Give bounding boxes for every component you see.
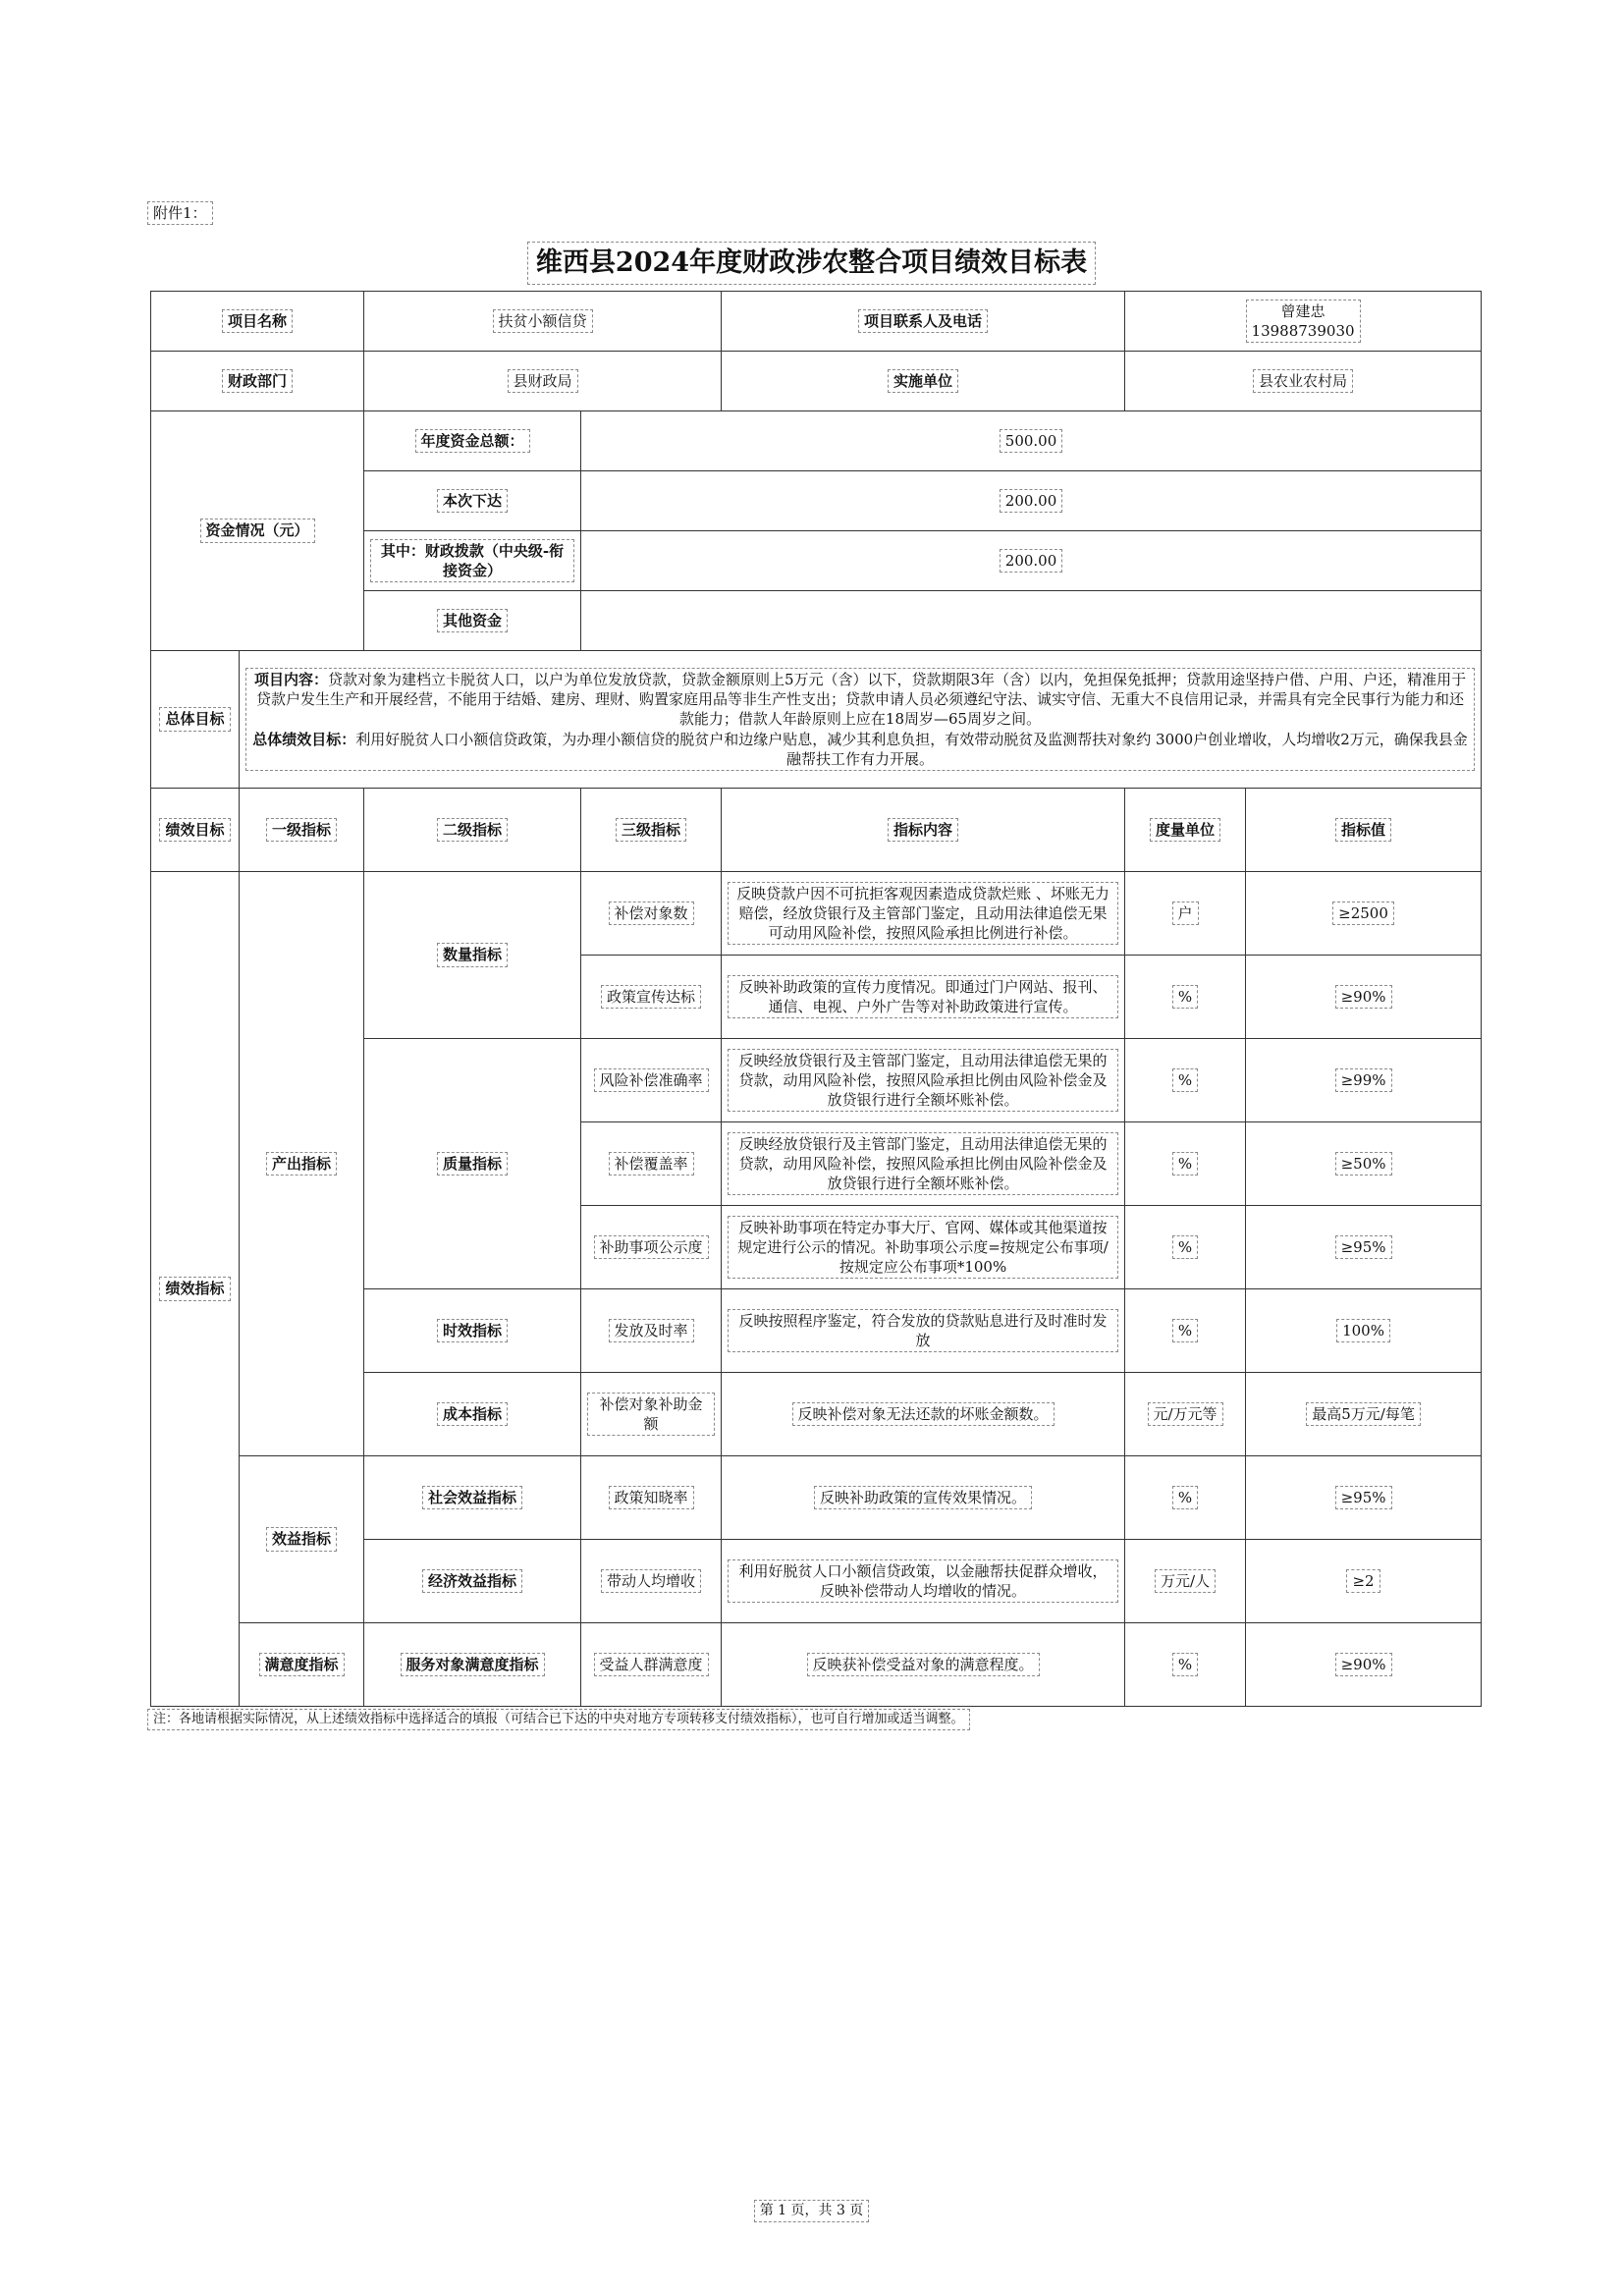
performance-table xyxy=(150,291,1482,1707)
footnote: 注：各地请根据实际情况，从上述绩效指标中选择适合的填报（可结合已下达的中央对地方专项转移支付绩效指标），也可自行增加或适当调整。 xyxy=(147,1709,970,1730)
project-name-label-cell: 项目名称 xyxy=(151,292,364,352)
indicator-name-cell: 发放及时率 xyxy=(581,1289,722,1373)
indicator-name-cell: 受益人群满意度 xyxy=(581,1623,722,1707)
subgroup-quantity-cell: 数量指标 xyxy=(364,872,581,1039)
indicator-value-cell: ≥50% xyxy=(1246,1122,1482,1206)
header-value: 指标值 xyxy=(1246,789,1482,872)
subgroup-cost-cell: 成本指标 xyxy=(364,1373,581,1456)
indicator-content-cell: 反映按照程序鉴定，符合发放的贷款贴息进行及时准时发放 xyxy=(722,1289,1125,1373)
indicator-value-cell: ≥2500 xyxy=(1246,872,1482,956)
indicator-content-cell: 反映获补偿受益对象的满意程度。 xyxy=(722,1623,1125,1707)
page-title: 维西县2024年度财政涉农整合项目绩效目标表 xyxy=(0,242,1623,285)
funds-issued-label-cell: 本次下达 xyxy=(364,471,581,531)
table-row xyxy=(151,1623,1482,1707)
finance-dept-cell: 县财政局 xyxy=(364,352,722,411)
indicator-unit-cell: % xyxy=(1125,1456,1246,1540)
indicator-content-cell: 利用好脱贫人口小额信贷政策，以金融帮扶促群众增收，反映补偿带动人均增收的情况。 xyxy=(722,1540,1125,1623)
impl-unit-cell: 县农业农村局 xyxy=(1125,352,1482,411)
group-output-cell: 产出指标 xyxy=(240,872,364,1456)
subgroup-service-cell: 服务对象满意度指标 xyxy=(364,1623,581,1707)
attachment-label: 附件1： xyxy=(147,201,213,225)
header-level1: 一级指标 xyxy=(240,789,364,872)
group-benefit-cell: 效益指标 xyxy=(240,1456,364,1623)
indicator-unit-cell: % xyxy=(1125,1289,1246,1373)
indicator-name-cell: 补偿覆盖率 xyxy=(581,1122,722,1206)
project-name-cell: 扶贫小额信贷 xyxy=(364,292,722,352)
indicator-value-cell: ≥99% xyxy=(1246,1039,1482,1122)
page-footer: 第 1 页，共 3 页 xyxy=(0,2200,1623,2222)
funds-total-cell: 500.00 xyxy=(581,411,1482,471)
indicator-value-cell: ≥90% xyxy=(1246,956,1482,1039)
impl-unit-label-cell: 实施单位 xyxy=(722,352,1125,411)
group-satisfaction-cell: 满意度指标 xyxy=(240,1623,364,1707)
goal-perf: 利用好脱贫人口小额信贷政策，为办理小额信贷的脱贫户和边缘户贴息，减少其利息负担，有效带动脱贫及监测帮扶对象约 3000户创业增收，人均增收2万元，确保我县金融帮扶工作有力开展。 xyxy=(355,730,1468,768)
header-level2: 二级指标 xyxy=(364,789,581,872)
funds-total-label-cell: 年度资金总额： xyxy=(364,411,581,471)
indicator-content-cell: 反映贷款户因不可抗拒客观因素造成贷款烂账 、坏账无力赔偿，经放贷银行及主管部门鉴定，且动用法律追偿无果可动用风险补偿，按照风险承担比例进行补偿。 xyxy=(722,872,1125,956)
indicator-name-cell: 补偿对象数 xyxy=(581,872,722,956)
header-unit: 度量单位 xyxy=(1125,789,1246,872)
subgroup-economic-cell: 经济效益指标 xyxy=(364,1540,581,1623)
header-content: 指标内容 xyxy=(722,789,1125,872)
indicator-unit-cell: 万元/人 xyxy=(1125,1540,1246,1623)
indicator-name-cell: 补助事项公示度 xyxy=(581,1206,722,1289)
funds-other-label-cell: 其他资金 xyxy=(364,591,581,651)
finance-dept-label-cell: 财政部门 xyxy=(151,352,364,411)
indicator-unit-cell: % xyxy=(1125,1039,1246,1122)
contact-phone: 13988739030 xyxy=(1251,322,1355,340)
indicator-content-cell: 反映经放贷银行及主管部门鉴定，且动用法律追偿无果的贷款，动用风险补偿，按照风险承担比例由风险补偿金及放贷银行进行全额坏账补偿。 xyxy=(722,1122,1125,1206)
indicator-value-cell: 100% xyxy=(1246,1289,1482,1373)
subgroup-timeliness-cell: 时效指标 xyxy=(364,1289,581,1373)
goal-content: 贷款对象为建档立卡脱贫人口，以户为单位发放贷款，贷款金额原则上5万元（含）以下，贷款期限3年（含）以内，免担保免抵押；贷款用途坚持户借、户用、户还，精准用于贷款户发生生产和开展经营，不能用于结婚、建房、理财、购置家庭用品等非生产性支出；贷款申请人员必须遵纪守法、诚实守信、无重大不良信用记录，并需具有完全民事行为能力和还款能力；借款人年龄原则上应在18周岁—65周岁之间。 xyxy=(256,670,1467,729)
indicator-name-cell: 补偿对象补助金额 xyxy=(581,1373,722,1456)
indicator-name-cell: 带动人均增收 xyxy=(581,1540,722,1623)
indicator-content-cell: 反映补偿对象无法还款的坏账金额数。 xyxy=(722,1373,1125,1456)
indicator-content-cell: 反映经放贷银行及主管部门鉴定，且动用法律追偿无果的贷款，动用风险补偿，按照风险承担比例由风险补偿金及放贷银行进行全额坏账补偿。 xyxy=(722,1039,1125,1122)
indicator-unit-cell: % xyxy=(1125,1122,1246,1206)
funds-fiscal-label-cell: 其中：财政拨款（中央级-衔接资金） xyxy=(364,531,581,591)
indicator-content-cell: 反映补助政策的宣传力度情况。即通过门户网站、报刊、通信、电视、户外广告等对补助政策进行宣传。 xyxy=(722,956,1125,1039)
contact-label-cell: 项目联系人及电话 xyxy=(722,292,1125,352)
funds-fiscal-cell: 200.00 xyxy=(581,531,1482,591)
indicator-value-cell: 最高5万元/每笔 xyxy=(1246,1373,1482,1456)
indicator-unit-cell: % xyxy=(1125,1623,1246,1707)
indicator-unit-cell: 户 xyxy=(1125,872,1246,956)
goal-cell xyxy=(240,651,1482,789)
subgroup-quality-cell: 质量指标 xyxy=(364,1039,581,1289)
indicator-value-cell: ≥95% xyxy=(1246,1456,1482,1540)
goal-label-cell: 总体目标 xyxy=(151,651,240,789)
indicator-name-cell: 风险补偿准确率 xyxy=(581,1039,722,1122)
indicator-unit-cell: 元/万元等 xyxy=(1125,1373,1246,1456)
indicator-content-cell: 反映补助事项在特定办事大厅、官网、媒体或其他渠道按规定进行公示的情况。补助事项公示度=按规定公布事项/按规定应公布事项*100% xyxy=(722,1206,1125,1289)
goal-content-head: 项目内容： xyxy=(253,670,328,688)
contact-cell xyxy=(1125,292,1482,352)
indicator-name-cell: 政策知晓率 xyxy=(581,1456,722,1540)
indicator-content-cell: 反映补助政策的宣传效果情况。 xyxy=(722,1456,1125,1540)
perf-label-cell: 绩效指标 xyxy=(151,872,240,1707)
indicator-unit-cell: % xyxy=(1125,1206,1246,1289)
funds-other-cell xyxy=(581,591,1482,651)
header-perf-goal: 绩效目标 xyxy=(151,789,240,872)
indicator-name-cell: 政策宣传达标 xyxy=(581,956,722,1039)
indicator-unit-cell: % xyxy=(1125,956,1246,1039)
funds-issued-cell: 200.00 xyxy=(581,471,1482,531)
subgroup-social-cell: 社会效益指标 xyxy=(364,1456,581,1540)
contact-name: 曾建忠 xyxy=(1280,301,1325,320)
funds-label-cell: 资金情况（元） xyxy=(151,411,364,651)
table-row xyxy=(151,872,1482,956)
indicator-value-cell: ≥95% xyxy=(1246,1206,1482,1289)
indicator-value-cell: ≥90% xyxy=(1246,1623,1482,1707)
indicator-value-cell: ≥2 xyxy=(1246,1540,1482,1623)
goal-perf-head: 总体绩效目标： xyxy=(252,730,356,748)
header-level3: 三级指标 xyxy=(581,789,722,872)
table-row xyxy=(151,1456,1482,1540)
